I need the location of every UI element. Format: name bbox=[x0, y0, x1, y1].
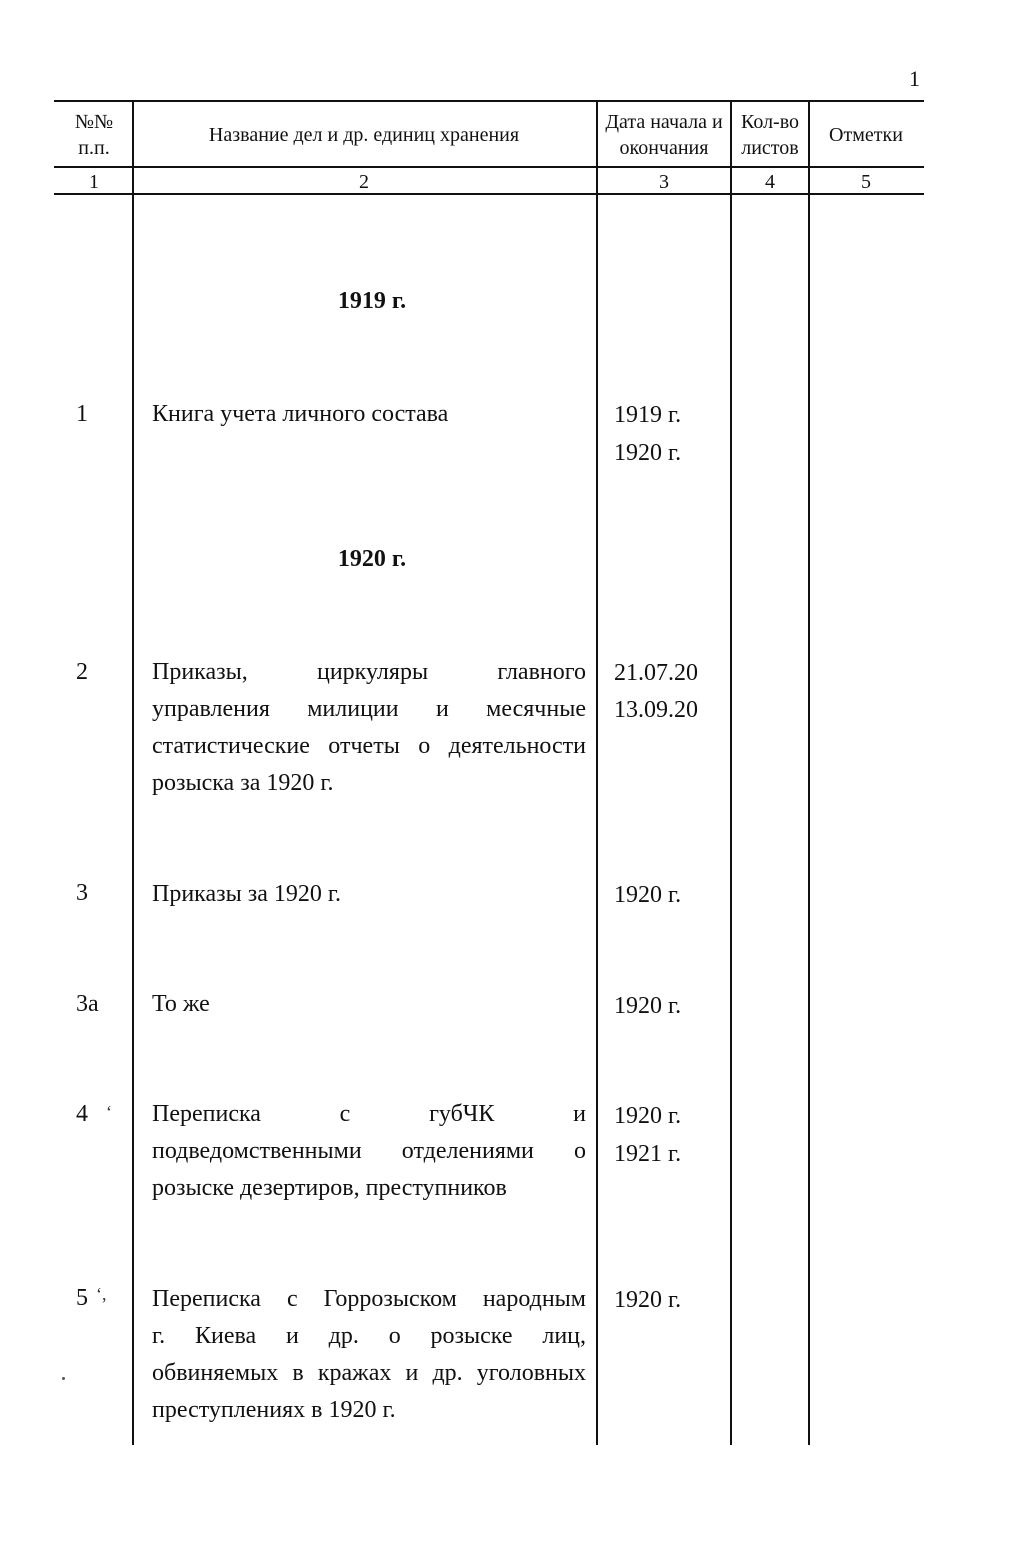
row-title: То же bbox=[152, 991, 210, 1017]
handwritten-tick-mark: ‘, bbox=[96, 1284, 107, 1304]
column-number-5: 5 bbox=[861, 171, 871, 193]
row-number: 5 bbox=[76, 1285, 88, 1311]
table-top-rule bbox=[54, 100, 924, 102]
header-notes bbox=[810, 106, 922, 164]
row-number: 3а bbox=[76, 991, 99, 1017]
column-divider-3 bbox=[730, 100, 732, 1445]
row-title-line: розыска за 1920 г. bbox=[152, 770, 334, 796]
row-title-line: Приказы, циркуляры главного bbox=[152, 659, 586, 685]
header-dates bbox=[598, 106, 730, 164]
handwritten-tick-mark: ‘ bbox=[106, 1102, 112, 1122]
row-date-start: 21.07.20 bbox=[614, 660, 698, 686]
header-sheets bbox=[732, 106, 808, 164]
row-title: Книга учета личного состава bbox=[152, 401, 449, 427]
column-number-3: 3 bbox=[659, 171, 669, 193]
column-divider-4 bbox=[808, 100, 810, 1445]
header-sheets-text: Кол-во листов bbox=[740, 111, 800, 159]
row-number: 1 bbox=[76, 401, 88, 427]
row-title-line: преступлениях в 1920 г. bbox=[152, 1397, 396, 1423]
row-date-start: 1919 г. bbox=[614, 402, 682, 428]
header-bottom-rule bbox=[54, 166, 924, 168]
row-title-line: управления милиции и месячные bbox=[152, 696, 586, 722]
row-title: Приказы за 1920 г. bbox=[152, 881, 341, 907]
header-number-text: №№ п.п. bbox=[74, 111, 114, 159]
row-date-start: 1920 г. bbox=[614, 1103, 682, 1129]
header-number bbox=[58, 106, 130, 164]
row-date-end: 13.09.20 bbox=[614, 697, 698, 723]
column-divider-2 bbox=[596, 100, 598, 1445]
section-year-1919: 1919 г. bbox=[337, 288, 407, 314]
row-title-line: статистические отчеты о деятельности bbox=[152, 733, 586, 759]
column-number-2: 2 bbox=[359, 171, 369, 193]
row-title-line: г. Киева и др. о розыске лиц, bbox=[152, 1323, 586, 1349]
page-number: 1 bbox=[909, 66, 920, 91]
row-date-end: 1920 г. bbox=[614, 440, 682, 466]
row-number: 3 bbox=[76, 880, 88, 906]
header-title-text: Название дел и др. единиц хранения bbox=[208, 124, 520, 146]
header-title bbox=[134, 106, 594, 164]
section-year-1920: 1920 г. bbox=[337, 546, 407, 572]
scan-speck bbox=[62, 1377, 65, 1380]
row-title-line: подведомственными отделениями о bbox=[152, 1138, 586, 1164]
row-date-start: 1920 г. bbox=[614, 882, 682, 908]
header-dates-text: Дата начала и окончания bbox=[605, 111, 723, 159]
row-date-start: 1920 г. bbox=[614, 993, 682, 1019]
row-number: 2 bbox=[76, 659, 88, 685]
row-number: 4 bbox=[76, 1101, 88, 1127]
column-divider-1 bbox=[132, 100, 134, 1445]
row-date-start: 1920 г. bbox=[614, 1287, 682, 1313]
column-number-4: 4 bbox=[765, 171, 775, 193]
column-number-1: 1 bbox=[89, 171, 99, 193]
row-title-line: розыске дезертиров, преступников bbox=[152, 1175, 507, 1201]
row-title-line: Переписка с Горрозыском народным bbox=[152, 1286, 586, 1312]
header-notes-text: Отметки bbox=[829, 124, 903, 146]
row-date-end: 1921 г. bbox=[614, 1141, 682, 1167]
row-title-line: Переписка с губЧК и bbox=[152, 1101, 586, 1127]
row-title-line: обвиняемых в кражах и др. уголовных bbox=[152, 1360, 586, 1386]
